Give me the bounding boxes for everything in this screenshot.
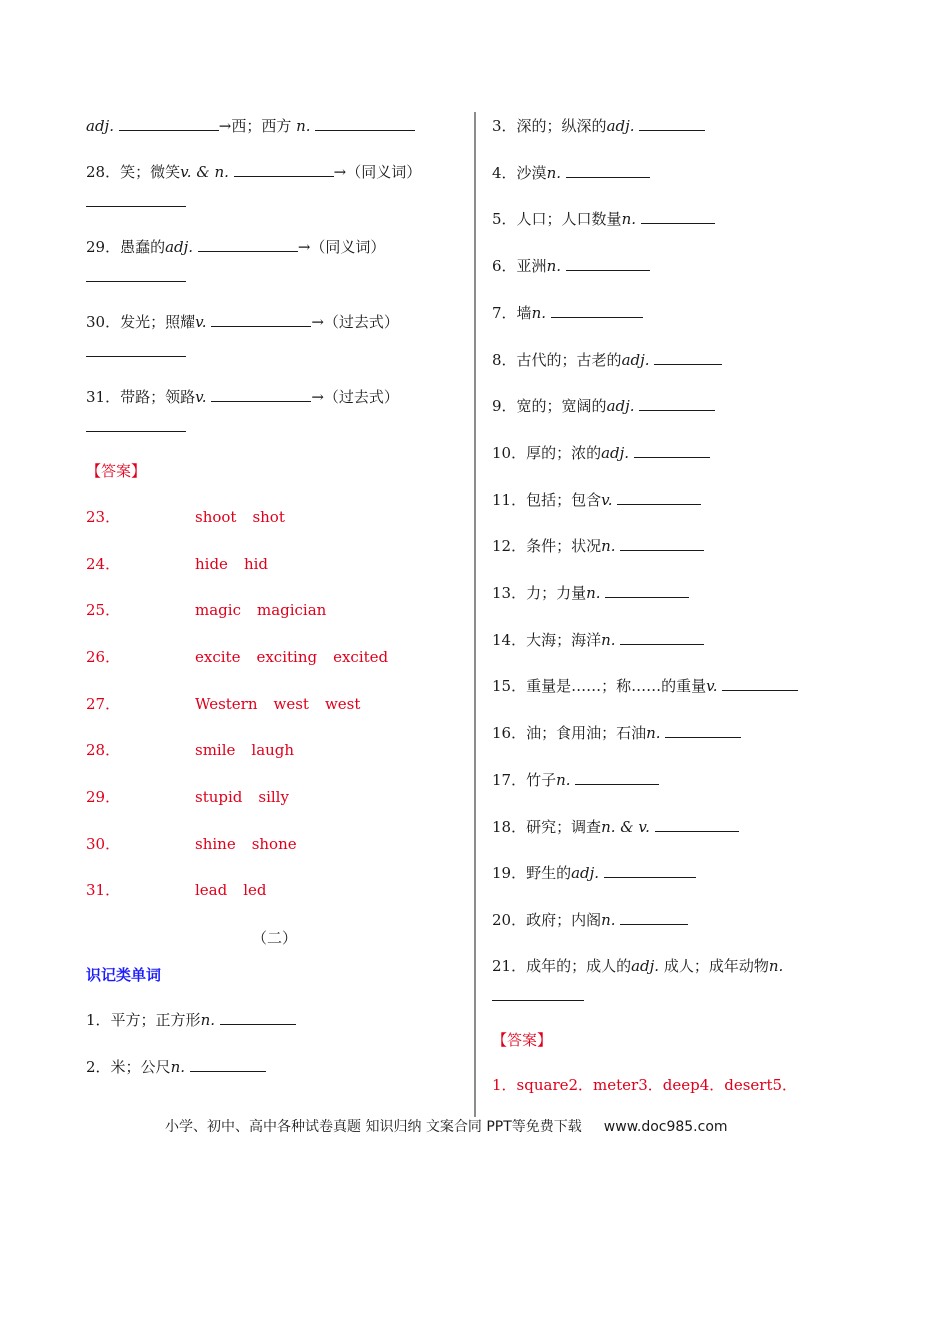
answer-blank[interactable] [220,1010,296,1025]
vocab-item: 20．政府；内阁n. [492,910,688,930]
left-item-28: 28．笑；微笑v. & n. →（同义词） [86,163,422,181]
vocab-item: 5．人口；人口数量n. [492,209,715,229]
vocab-item: 3．深的；纵深的adj. [492,116,705,136]
answer-blank[interactable] [575,770,659,785]
vocab-item: 10．厚的；浓的adj. [492,443,710,463]
left-item-30-blank [86,342,186,362]
answer-label-right: 【答案】 [492,1031,553,1049]
answer-blank[interactable] [211,387,311,402]
section-mark: （二） [252,929,298,947]
column-divider [474,112,476,1117]
vocab-item: 8．古代的；古老的adj. [492,350,722,370]
footer-url[interactable]: www.doc985.com [603,1119,728,1135]
answer-blank[interactable] [119,116,219,131]
vocab-item: 11．包括；包含v. [492,490,701,510]
left-item-30: 30．发光；照耀v. →（过去式） [86,313,399,331]
section-title: 识记类单词 [86,966,162,984]
answer-label-left: 【答案】 [86,462,147,480]
vocab-item-2: 2．米；公尺n. [86,1057,266,1077]
left-item-29-blank [86,267,186,287]
document-page: adj. →西；西方 n. 28．笑；微笑v. & n. →（同义词） 29．愚蠢的adj. →（同义词） 30．发光；照耀v. →（过去式） 31．带路；领路v. →（过去式） 【答案】 23． shoot shot 24． hide hid 25． magic magician 26． excite exciting excited 27． Western west west 28． smile laugh 29． stupid silly 30． shine shone 31． lead led （二） 识记类单词 1．平方；正方形n. 2．米；公尺n. 3．深的；纵深的adj. 4．沙漠n. 5．人口；人口数量n. 6．亚洲n. 7．墙n. 8．古代的；古老的adj. 9．宽的；宽阔的adj. 10．厚的；浓的adj. 11．包括；包含v. 12．条件；状况n. 13．力；力量n. 14．大海；海洋n. 15．重量是……；称……的重量v. 16．油；食用油；石油n. 17．竹子n. 18．研究；调查n. & v. 19．野生的adj. 20．政府；内阁n. 21．成年的；成人的adj. 成人；成年动物n. 【答案】 1．square2．meter3．deep4．desert5． 小学、初中、高中各种试卷真题 知识归纳 文案合同 PPT等免费下载 www.doc985.com [0,0,950,1344]
answer-blank[interactable] [566,163,650,178]
vocab-item: 7．墙n. [492,303,643,323]
answer-blank[interactable] [654,350,722,365]
answer-blank[interactable] [620,630,704,645]
vocab-item: 4．沙漠n. [492,163,650,183]
answer-blank[interactable] [665,723,741,738]
answer-blank[interactable] [620,536,704,551]
answer-blank[interactable] [617,490,701,505]
answer-blank[interactable] [86,267,186,282]
vocab-item: 9．宽的；宽阔的adj. [492,396,715,416]
vocab-item-21: 21．成年的；成人的adj. 成人；成年动物n. [492,957,784,975]
vocab-item: 6．亚洲n. [492,256,650,276]
answer-blank[interactable] [234,162,334,177]
vocab-item: 19．野生的adj. [492,863,696,883]
left-line-27-continued: adj. →西；西方 n. [86,116,415,136]
vocab-item: 18．研究；调查n. & v. [492,817,739,837]
answer-blank[interactable] [551,303,643,318]
answer-blank[interactable] [315,116,415,131]
answer-blank[interactable] [198,237,298,252]
answer-blank[interactable] [641,209,715,224]
answer-blank[interactable] [639,116,705,131]
vocab-item: 16．油；食用油；石油n. [492,723,741,743]
vocab-item: 12．条件；状况n. [492,536,704,556]
vocab-item: 14．大海；海洋n. [492,630,704,650]
answer-blank[interactable] [639,396,715,411]
answer-line-right: 1．square2．meter3．deep4．desert5． [492,1076,798,1094]
answer-blank[interactable] [211,312,311,327]
answer-blank[interactable] [634,443,710,458]
answer-blank[interactable] [492,986,584,1001]
left-item-31-blank [86,417,186,437]
answer-blank[interactable] [86,192,186,207]
answer-blank[interactable] [86,417,186,432]
vocab-item: 15．重量是……；称……的重量v. [492,676,798,696]
answer-blank[interactable] [605,583,689,598]
left-item-31: 31．带路；领路v. →（过去式） [86,388,399,406]
vocab-item: 17．竹子n. [492,770,659,790]
footer-text: 小学、初中、高中各种试卷真题 知识归纳 文案合同 PPT等免费下载 [165,1119,582,1135]
answer-blank[interactable] [655,817,739,832]
answer-blank[interactable] [604,863,696,878]
vocab-item: 13．力；力量n. [492,583,689,603]
answer-blank[interactable] [722,676,798,691]
answer-blank[interactable] [620,910,688,925]
answer-blank[interactable] [566,256,650,271]
vocab-item-21-blank [492,986,584,1006]
answer-blank[interactable] [190,1057,266,1072]
left-item-29: 29．愚蠢的adj. →（同义词） [86,238,386,256]
answer-blank[interactable] [86,342,186,357]
vocab-item-1: 1．平方；正方形n. [86,1010,296,1030]
left-item-28-blank [86,192,186,212]
page-footer [165,1116,728,1136]
